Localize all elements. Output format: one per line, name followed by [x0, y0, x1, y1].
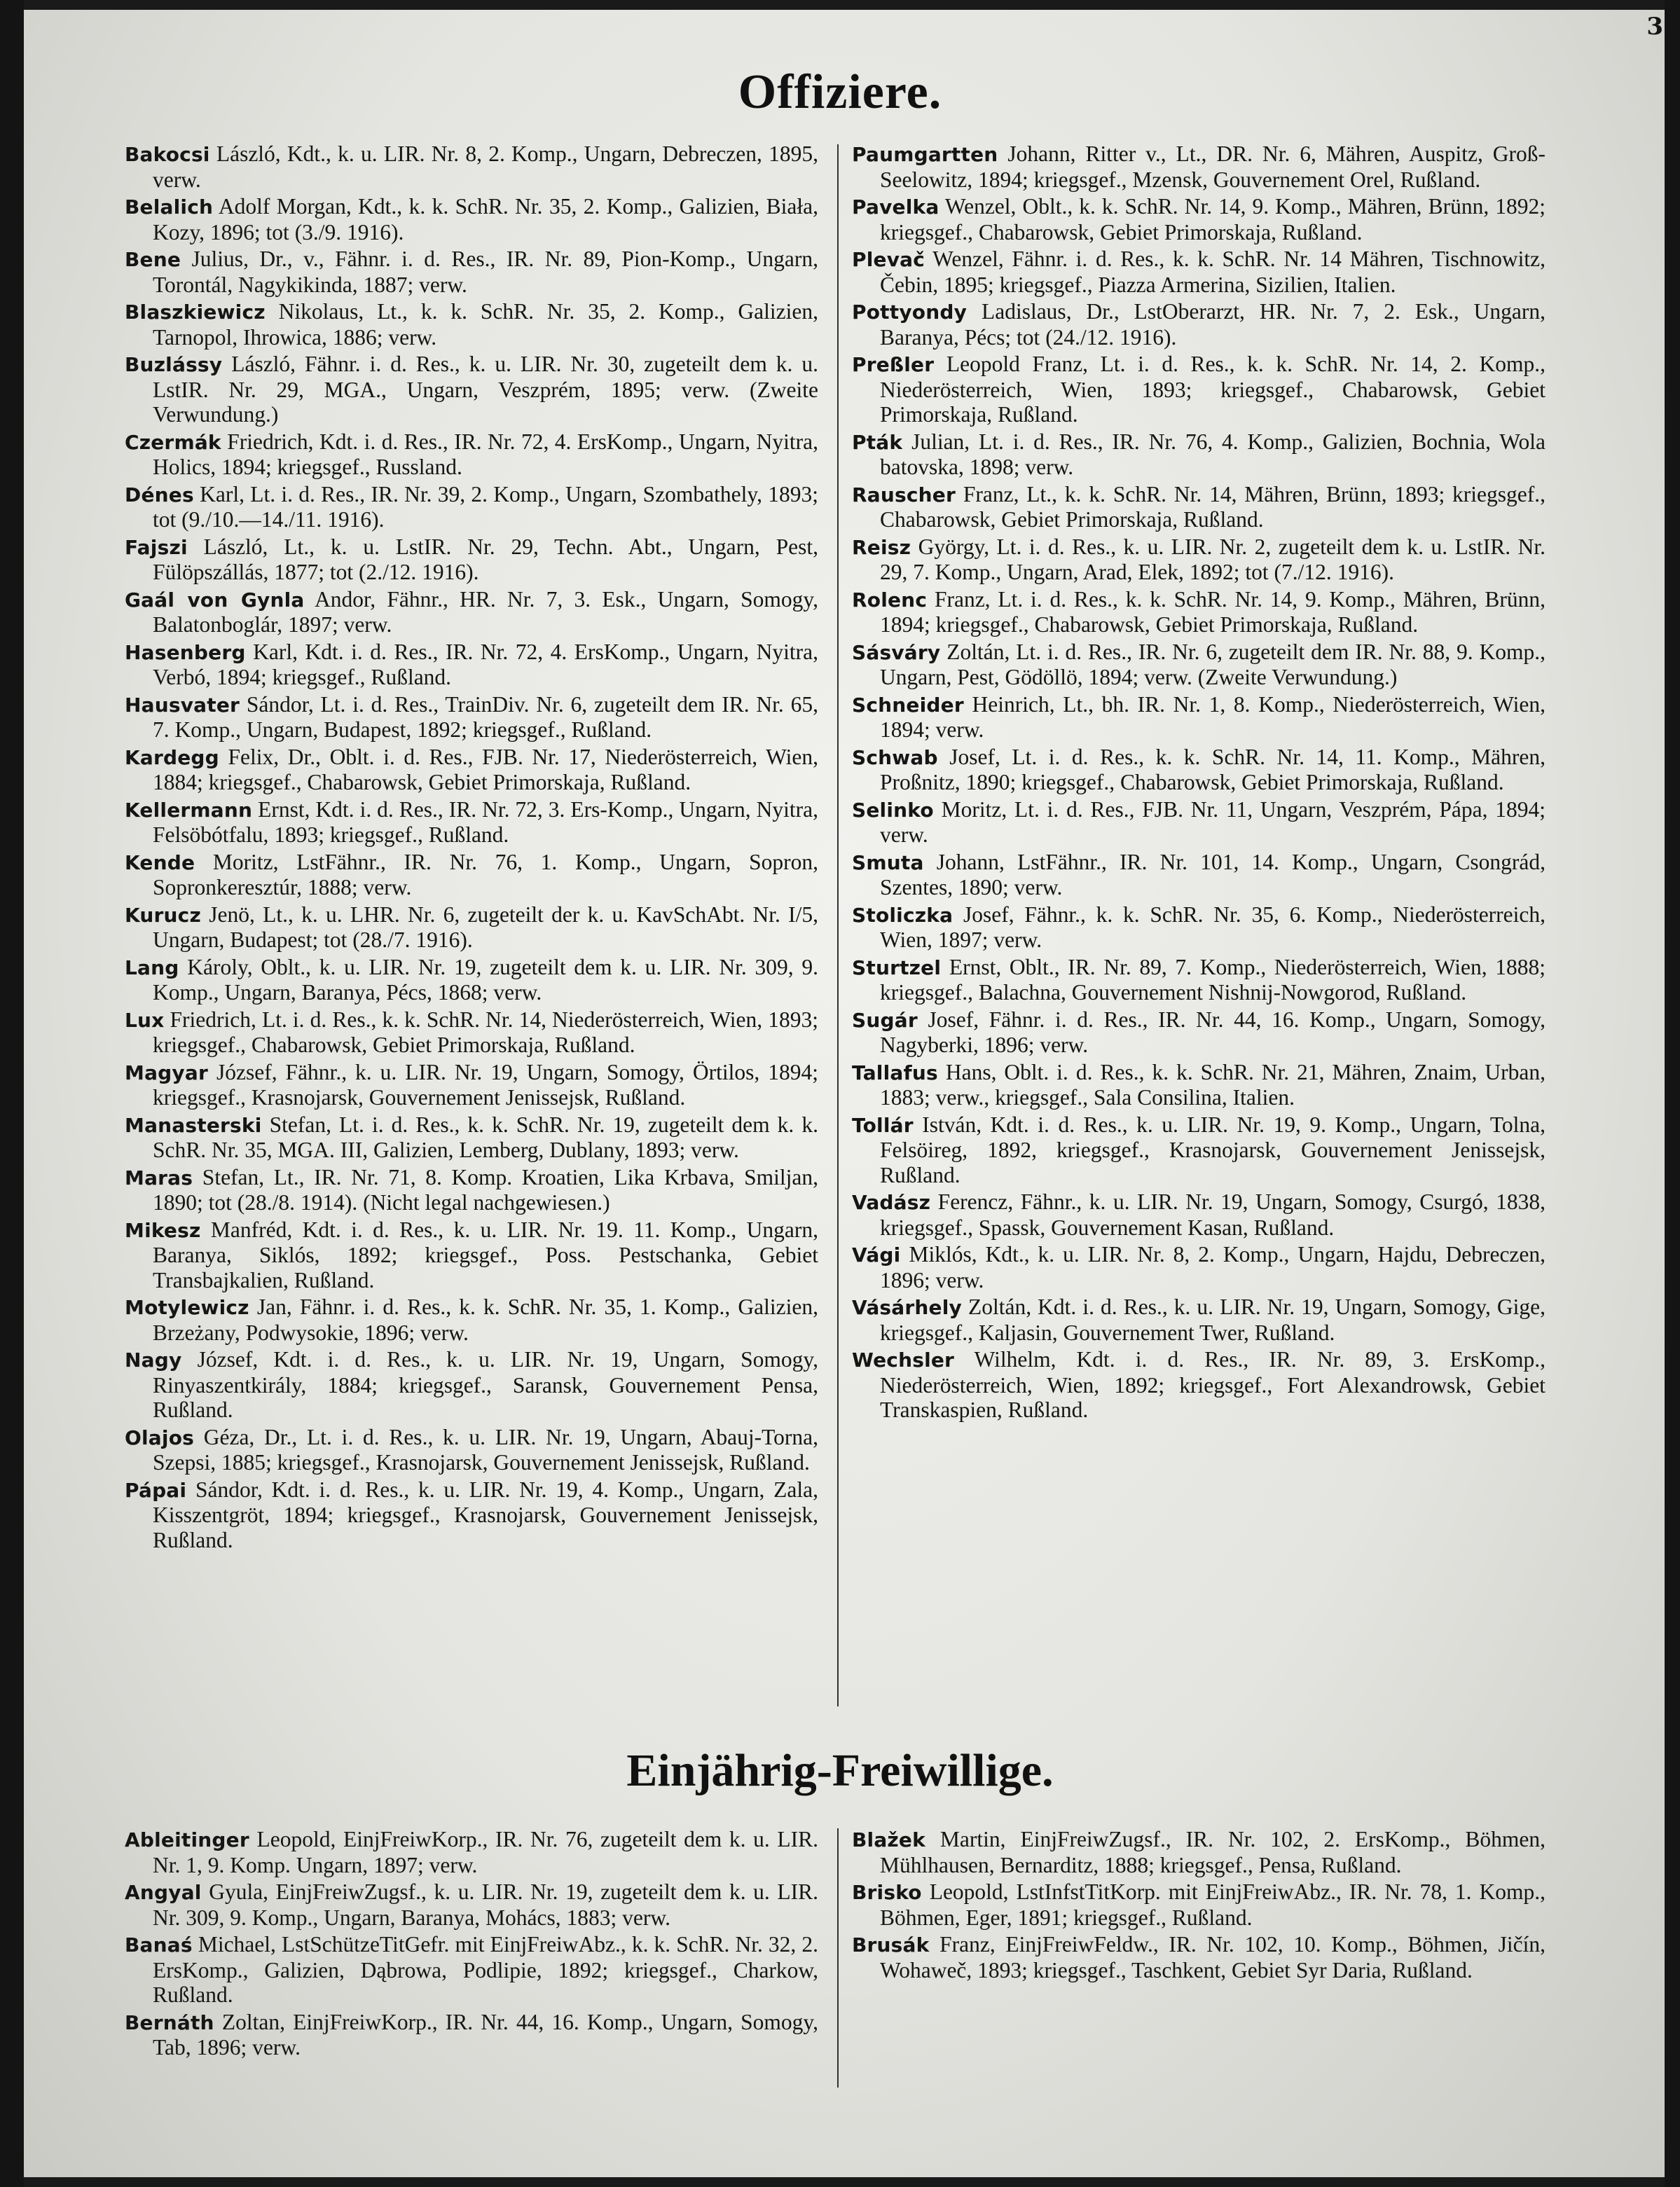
entry-details: Ernst, Kdt. i. d. Res., IR. Nr. 72, 3. Ers-Komp., Ungarn, Nyitra, Felsöbótfalu, 1893; kriegsgef., Rußland.	[153, 796, 819, 847]
list-item	[125, 429, 818, 480]
column-divider	[837, 1828, 839, 2088]
entry-surname: Sugár	[852, 1008, 918, 1032]
list-item	[125, 1347, 818, 1423]
list-item	[125, 482, 818, 532]
entry-surname: Kende	[125, 850, 195, 874]
entry-details: Wenzel, Fähnr. i. d. Res., k. k. SchR. Nr. 14 Mähren, Tischnowitz, Čebin, 1895; kriegsgef., Piazza Armerina, Sizilien, Italien.	[880, 247, 1545, 297]
page-number: 3	[1646, 13, 1663, 41]
entry-details: Franz, EinjFreiwFeldw., IR. Nr. 102, 10. Komp., Böhmen, Jičín, Wohaweč, 1893; kriegsgef., Taschkent, Gebiet Syr Daria, Rußland.	[880, 1932, 1545, 1982]
entry-details: Michael, LstSchützeTitGefr. mit EinjFreiwAbz., k. k. SchR. Nr. 32, 2. ErsKomp., Galizien, Dąbrowa, Podlipie, 1892; kriegsgef., Charkow, Rußland.	[153, 1932, 818, 2007]
entry-details: Stefan, Lt., IR. Nr. 71, 8. Komp. Kroatien, Lika Krbava, Smiljan, 1890; tot (28./8. 1914). (Nicht legal nachgewiesen.)	[153, 1164, 819, 1215]
entry-surname: Pottyondy	[852, 301, 968, 324]
entry-details: Jenö, Lt., k. u. LHR. Nr. 6, zugeteilt der k. u. KavSchAbt. Nr. I/5, Ungarn, Budapest; tot (28./7. 1916).	[153, 902, 818, 952]
entry-details: Josef, Fähnr., k. k. SchR. Nr. 35, 6. Komp., Niederösterreich, Wien, 1897; verw.	[880, 902, 1545, 952]
entry-details: Ernst, Oblt., IR. Nr. 89, 7. Komp., Niederösterreich, Wien, 1888; kriegsgef., Balachna, Gouvernement Nishnij-Nowgorod, Rußland.	[880, 954, 1545, 1005]
entry-surname: Bernáth	[125, 2010, 214, 2034]
list-item	[852, 850, 1545, 900]
entry-details: Zoltán, Kdt. i. d. Res., k. u. LIR. Nr. 19, Ungarn, Somogy, Gige, kriegsgef., Kaljasin, Gouvernement Twer, Rußland.	[880, 1295, 1545, 1345]
entry-details: Manfréd, Kdt. i. d. Res., k. u. LIR. Nr. 19. 11. Komp., Ungarn, Baranya, Siklós, 1892; kriegsgef., Poss. Pestschanka, Gebiet Transbajkalien, Rußland.	[153, 1217, 819, 1292]
entry-surname: Magyar	[125, 1061, 208, 1084]
entry-surname: Reisz	[852, 535, 911, 559]
list-item	[125, 850, 818, 900]
officers-left-column	[125, 142, 818, 1554]
list-item	[125, 1295, 818, 1345]
entry-details: Ladislaus, Dr., LstOberarzt, HR. Nr. 7, 2. Esk., Ungarn, Baranya, Pécs; tot (24./12. 1916).	[880, 299, 1545, 350]
entry-details: Adolf Morgan, Kdt., k. k. SchR. Nr. 35, 2. Komp., Galizien, Biała, Kozy, 1896; tot (3./9. 1916).	[153, 194, 818, 244]
list-item	[125, 1217, 818, 1293]
entry-details: Nikolaus, Lt., k. k. SchR. Nr. 35, 2. Komp., Galizien, Tarnopol, Ihrowica, 1886; verw.	[153, 299, 818, 350]
entry-details: Sándor, Lt. i. d. Res., TrainDiv. Nr. 6, zugeteilt dem IR. Nr. 65, 7. Komp., Ungarn, Budapest, 1892; kriegsgef., Rußland.	[153, 691, 818, 742]
list-item	[125, 1165, 818, 1215]
entry-surname: Kellermann	[125, 798, 253, 822]
entry-surname: Pták	[852, 430, 903, 454]
list-item	[125, 1827, 818, 1877]
entry-surname: Blažek	[852, 1828, 925, 1851]
entry-surname: Pápai	[125, 1478, 187, 1502]
list-item	[125, 587, 818, 637]
list-item	[852, 692, 1545, 743]
entry-details: Moritz, LstFähnr., IR. Nr. 76, 1. Komp., Ungarn, Sopron, Sopronkeresztúr, 1888; verw.	[153, 849, 819, 899]
entry-details: Karl, Kdt. i. d. Res., IR. Nr. 72, 4. ErsKomp., Ungarn, Nyitra, Verbó, 1894; kriegsgef., Rußland.	[153, 639, 819, 689]
entry-details: József, Kdt. i. d. Res., k. u. LIR. Nr. 19, Ungarn, Somogy, Rinyaszentkirály, 1884; kriegsgef., Saransk, Gouvernement Pensa, Rußland.	[153, 1347, 818, 1422]
list-item	[852, 1879, 1545, 1930]
list-item	[852, 745, 1545, 795]
scan-edge-right	[1665, 0, 1680, 2187]
entry-details: Ferencz, Fähnr., k. u. LIR. Nr. 19, Ungarn, Somogy, Csurgó, 1838, kriegsgef., Spassk, Gouvernement Kasan, Rußland.	[880, 1189, 1546, 1240]
entry-details: Stefan, Lt. i. d. Res., k. k. SchR. Nr. 19, zugeteilt dem k. k. SchR. Nr. 35, MGA. III, Galizien, Lemberg, Dublany, 1893; verw.	[153, 1112, 819, 1162]
list-item	[852, 587, 1545, 637]
entry-surname: Smuta	[852, 850, 924, 874]
entry-details: István, Kdt. i. d. Res., k. u. LIR. Nr. 19, 9. Komp., Ungarn, Tolna, Felsöireg, 1892, kriegsgef., Krasnojarsk, Gouvernement Jenissejsk, Rußland.	[880, 1112, 1545, 1187]
list-item	[852, 194, 1545, 244]
list-item	[852, 1347, 1545, 1423]
entry-surname: Buzlássy	[125, 353, 223, 376]
entry-surname: Rolenc	[852, 588, 928, 612]
entry-surname: Hausvater	[125, 693, 240, 717]
entry-surname: Kurucz	[125, 903, 201, 927]
list-item	[125, 745, 818, 795]
list-item	[125, 1425, 818, 1475]
entry-details: Friedrich, Lt. i. d. Res., k. k. SchR. Nr. 14, Niederösterreich, Wien, 1893; kriegsgef., Chabarowsk, Gebiet Primorskaja, Rußland.	[153, 1007, 818, 1057]
list-item	[852, 1827, 1545, 1877]
entry-surname: Kardegg	[125, 745, 219, 769]
list-item	[852, 1242, 1545, 1292]
list-item	[852, 534, 1545, 585]
list-item	[125, 1060, 818, 1110]
list-item	[852, 247, 1545, 297]
entry-details: Gyula, EinjFreiwZugsf., k. u. LIR. Nr. 19, zugeteilt dem k. u. LIR. Nr. 309, 9. Komp., Ungarn, Baranya, Mohács, 1883; verw.	[153, 1879, 819, 1930]
entry-details: Felix, Dr., Oblt. i. d. Res., FJB. Nr. 17, Niederösterreich, Wien, 1884; kriegsgef., Chabarowsk, Gebiet Primorskaja, Rußland.	[153, 744, 818, 794]
entry-details: Johann, LstFähnr., IR. Nr. 101, 14. Komp., Ungarn, Csongrád, Szentes, 1890; verw.	[880, 849, 1546, 899]
entry-details: Josef, Fähnr. i. d. Res., IR. Nr. 44, 16. Komp., Ungarn, Somogy, Nagyberki, 1896; verw.	[880, 1007, 1546, 1057]
entry-surname: Plevač	[852, 248, 925, 271]
list-item	[852, 640, 1545, 690]
entry-details: Hans, Oblt. i. d. Res., k. k. SchR. Nr. 21, Mähren, Znaim, Urban, 1883; verw., kriegsgef., Sala Consilina, Italien.	[880, 1059, 1545, 1110]
list-item	[125, 1007, 818, 1058]
entry-details: László, Fähnr. i. d. Res., k. u. LIR. Nr. 30, zugeteilt dem k. u. LstIR. Nr. 29, MGA., Ungarn, Veszprém, 1895; verw. (Zweite Verwundung.)	[153, 352, 818, 427]
entry-details: Friedrich, Kdt. i. d. Res., IR. Nr. 72, 4. ErsKomp., Ungarn, Nyitra, Holics, 1894; kriegsgef., Russland.	[153, 429, 818, 479]
entry-details: József, Fähnr., k. u. LIR. Nr. 19, Ungarn, Somogy, Örtilos, 1894; kriegsgef., Krasnojarsk, Gouvernement Jenissejsk, Rußland.	[153, 1059, 818, 1110]
list-item	[125, 247, 818, 297]
list-item	[125, 352, 818, 427]
entry-details: Leopold, EinjFreiwKorp., IR. Nr. 76, zugeteilt dem k. u. LIR. Nr. 1, 9. Komp. Ungarn, 1897; verw.	[153, 1827, 819, 1877]
entry-details: Sándor, Kdt. i. d. Res., k. u. LIR. Nr. 19, 4. Komp., Ungarn, Zala, Kisszentgröt, 1894; kriegsgef., Krasnojarsk, Gouvernement Jenissejsk, Rußland.	[153, 1477, 818, 1552]
entry-surname: Pavelka	[852, 195, 939, 219]
entry-surname: Angyal	[125, 1881, 202, 1904]
list-item	[852, 1060, 1545, 1110]
volunteers-heading: Einjährig-Freiwillige.	[626, 1745, 1054, 1796]
entry-details: Moritz, Lt. i. d. Res., FJB. Nr. 11, Ungarn, Veszprém, Pápa, 1894; verw.	[880, 796, 1545, 847]
volunteers-left-column	[125, 1827, 818, 2062]
list-item	[852, 1932, 1545, 1982]
entry-surname: Ableitinger	[125, 1828, 249, 1851]
entry-surname: Brisko	[852, 1881, 922, 1904]
list-item	[852, 299, 1545, 350]
entry-surname: Blaszkiewicz	[125, 301, 266, 324]
list-item	[125, 902, 818, 953]
list-item	[852, 1007, 1545, 1058]
entry-details: Zoltan, EinjFreiwKorp., IR. Nr. 44, 16. Komp., Ungarn, Somogy, Tab, 1896; verw.	[153, 2009, 818, 2060]
entry-surname: Hasenberg	[125, 640, 246, 664]
list-item	[125, 692, 818, 743]
entry-surname: Czermák	[125, 430, 221, 454]
entry-surname: Manasterski	[125, 1113, 262, 1137]
list-item	[125, 194, 818, 244]
officers-heading: Offiziere.	[738, 65, 942, 119]
list-item	[852, 429, 1545, 480]
list-item	[125, 797, 818, 848]
scan-edge-bottom	[0, 2177, 1680, 2187]
entry-details: László, Lt., k. u. LstIR. Nr. 29, Techn. Abt., Ungarn, Pest, Fülöpszállás, 1877; tot (2./12. 1916).	[153, 534, 818, 584]
entry-details: Heinrich, Lt., bh. IR. Nr. 1, 8. Komp., Niederösterreich, Wien, 1894; verw.	[880, 691, 1545, 742]
entry-surname: Lux	[125, 1008, 165, 1032]
entry-surname: Schwab	[852, 745, 938, 769]
list-item	[852, 797, 1545, 848]
entry-surname: Dénes	[125, 483, 194, 506]
list-item	[852, 902, 1545, 953]
list-item	[125, 1932, 818, 2008]
entry-details: Julius, Dr., v., Fähnr. i. d. Res., IR. Nr. 89, Pion-Komp., Ungarn, Torontál, Nagykikinda, 1887; verw.	[153, 247, 818, 297]
entry-details: Andor, Fähnr., HR. Nr. 7, 3. Esk., Ungarn, Somogy, Balatonboglár, 1897; verw.	[153, 586, 818, 637]
list-item	[852, 1189, 1545, 1240]
entry-details: Zoltán, Lt. i. d. Res., IR. Nr. 6, zugeteilt dem IR. Nr. 88, 9. Komp., Ungarn, Pest, Gödöllö, 1894; verw. (Zweite Verwundung.)	[880, 639, 1545, 689]
entry-surname: Olajos	[125, 1426, 194, 1449]
entry-surname: Nagy	[125, 1348, 182, 1372]
entry-details: László, Kdt., k. u. LIR. Nr. 8, 2. Komp., Ungarn, Debreczen, 1895, verw.	[153, 142, 818, 192]
entry-surname: Paumgartten	[852, 143, 998, 166]
entry-surname: Banaś	[125, 1933, 193, 1957]
list-item	[125, 955, 818, 1005]
entry-details: Johann, Ritter v., Lt., DR. Nr. 6, Mähren, Auspitz, Groß-Seelowitz, 1894; kriegsgef., Mzensk, Gouvernement Orel, Rußland.	[880, 142, 1546, 192]
entry-surname: Wechsler	[852, 1348, 955, 1372]
entry-surname: Gaál von Gynla	[125, 588, 305, 612]
entry-details: Miklós, Kdt., k. u. LIR. Nr. 8, 2. Komp., Ungarn, Hajdu, Debreczen, 1896; verw.	[880, 1242, 1546, 1292]
entry-surname: Stoliczka	[852, 903, 953, 927]
entry-surname: Bene	[125, 248, 181, 271]
entry-details: Leopold Franz, Lt. i. d. Res., k. k. SchR. Nr. 14, 2. Komp., Niederösterreich, Wien, 1893; kriegsgef., Chabarowsk, Gebiet Primorskaja, Rußland.	[880, 352, 1546, 427]
list-item	[852, 955, 1545, 1005]
entry-surname: Tallafus	[852, 1061, 938, 1084]
list-item	[125, 534, 818, 585]
entry-surname: Fajszi	[125, 535, 188, 559]
scan-edge-left	[0, 0, 24, 2187]
entry-details: Josef, Lt. i. d. Res., k. k. SchR. Nr. 14, 11. Komp., Mähren, Proßnitz, 1890; kriegsgef., Chabarowsk, Gebiet Primorskaja, Rußland.	[880, 744, 1545, 794]
list-item	[852, 352, 1545, 427]
entry-details: György, Lt. i. d. Res., k. u. LIR. Nr. 2, zugeteilt dem k. u. LstIR. Nr. 29, 7. Komp., Ungarn, Arad, Elek, 1892; tot (7./12. 1916).	[880, 534, 1546, 584]
entry-details: Géza, Dr., Lt. i. d. Res., k. u. LIR. Nr. 19, Ungarn, Abauj-Torna, Szepsi, 1885; kriegsgef., Krasnojarsk, Gouvernement Jenissejsk, Rußland.	[153, 1424, 818, 1475]
entry-details: Franz, Lt., k. k. SchR. Nr. 14, Mähren, Brünn, 1893; kriegsgef., Chabarowsk, Gebiet Primorskaja, Rußland.	[880, 481, 1546, 532]
list-item	[125, 2010, 818, 2060]
entry-surname: Bakocsi	[125, 143, 210, 166]
entry-details: Julian, Lt. i. d. Res., IR. Nr. 76, 4. Komp., Galizien, Bochnia, Wola batovska, 1898; verw.	[880, 429, 1545, 479]
list-item	[125, 640, 818, 690]
list-item	[125, 142, 818, 192]
list-item	[125, 299, 818, 350]
entry-details: Martin, EinjFreiwZugsf., IR. Nr. 102, 2. ErsKomp., Böhmen, Mühlhausen, Bernarditz, 1888; kriegsgef., Pensa, Rußland.	[880, 1827, 1545, 1877]
entry-surname: Mikesz	[125, 1218, 201, 1242]
entry-surname: Schneider	[852, 693, 964, 717]
entry-surname: Rauscher	[852, 483, 956, 506]
entry-details: Leopold, LstInfstTitKorp. mit EinjFreiwAbz., IR. Nr. 78, 1. Komp., Böhmen, Eger, 1891; kriegsgef., Rußland.	[880, 1879, 1545, 1930]
list-item	[852, 1295, 1545, 1345]
entry-surname: Vadász	[852, 1191, 931, 1214]
officers-right-column	[852, 142, 1545, 1425]
entry-surname: Preßler	[852, 353, 935, 376]
entry-surname: Lang	[125, 955, 179, 979]
entry-surname: Belalich	[125, 195, 214, 219]
entry-details: Karl, Lt. i. d. Res., IR. Nr. 39, 2. Komp., Ungarn, Szombathely, 1893; tot (9./10.—14./11. 1916).	[153, 481, 819, 532]
list-item	[852, 142, 1545, 192]
volunteers-right-column	[852, 1827, 1545, 1985]
scan-edge-top	[0, 0, 1680, 10]
entry-details: Wenzel, Oblt., k. k. SchR. Nr. 14, 9. Komp., Mähren, Brünn, 1892; kriegsgef., Chabarowsk, Gebiet Primorskaja, Rußland.	[880, 194, 1545, 244]
list-item	[125, 1112, 818, 1163]
entry-surname: Sturtzel	[852, 955, 942, 979]
entry-surname: Motylewicz	[125, 1296, 249, 1319]
entry-surname: Brusák	[852, 1933, 930, 1957]
entry-surname: Vásárhely	[852, 1296, 962, 1319]
entry-surname: Vági	[852, 1243, 901, 1267]
entry-details: Jan, Fähnr. i. d. Res., k. k. SchR. Nr. 35, 1. Komp., Galizien, Brzeżany, Podwysokie, 1896; verw.	[153, 1295, 819, 1345]
entry-surname: Maras	[125, 1166, 193, 1189]
entry-details: Wilhelm, Kdt. i. d. Res., IR. Nr. 89, 3. ErsKomp., Niederösterreich, Wien, 1892; kriegsgef., Fort Alexandrowsk, Gebiet Transkaspien, Rußland.	[880, 1347, 1546, 1422]
list-item	[125, 1879, 818, 1930]
entry-details: Franz, Lt. i. d. Res., k. k. SchR. Nr. 14, 9. Komp., Mähren, Brünn, 1894; kriegsgef., Chabarowsk, Gebiet Primorskaja, Rußland.	[880, 586, 1546, 637]
list-item	[852, 1112, 1545, 1188]
entry-surname: Sásváry	[852, 640, 941, 664]
entry-details: Károly, Oblt., k. u. LIR. Nr. 19, zugeteilt dem k. u. LIR. Nr. 309, 9. Komp., Ungarn, Baranya, Pécs, 1868; verw.	[153, 954, 819, 1005]
list-item	[125, 1477, 818, 1553]
column-divider	[837, 144, 839, 1706]
entry-surname: Tollár	[852, 1113, 914, 1137]
list-item	[852, 482, 1545, 532]
entry-surname: Selinko	[852, 798, 934, 822]
